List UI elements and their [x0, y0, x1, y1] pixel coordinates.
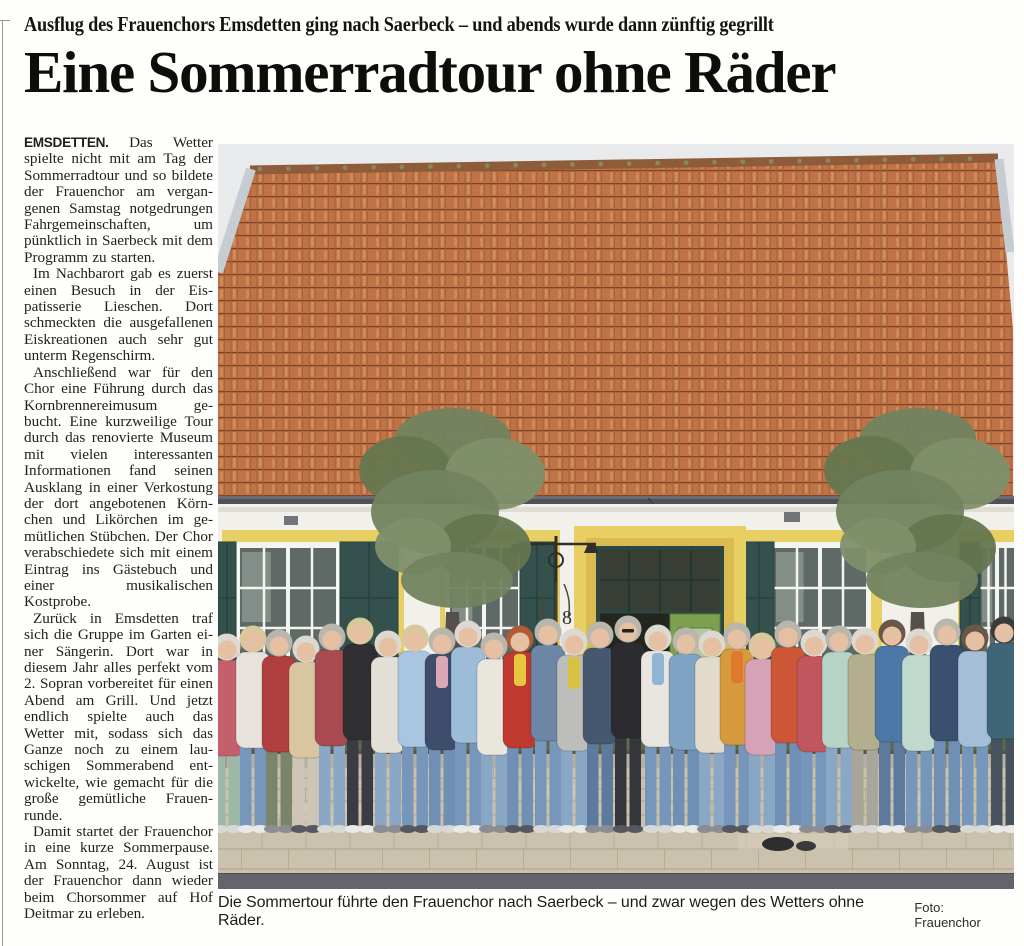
- article-paragraph: EMSDETTEN. Das Wetter spielte nicht mit am Tag der Sommerradtour und so bildete der Frauenchor am vergangenen Samstag notgedrungen Fahrgemeinschaften, um pünktlich in Saerbeck mit dem Programm zu starten.: [24, 134, 213, 266]
- article-paragraph: Anschließend war für den Chor eine Führung durch das Kornbrennereimusum gebucht. Eine kurzweilige Tour durch das renovierte Museum mit vielen interessanten Informationen fand seinen Ausklang in einer Verkostung der dort angebotenen Körnchen und Likörchen im gemütlichen Stübchen. Der Chor verabschiedete sich mit einem Eintrag ins Gästebuch und einer musikalischen Kostprobe.: [24, 363, 213, 611]
- photo-figure: [218, 144, 1014, 930]
- photo-caption: Die Sommertour führte den Frauenchor nach Saerbeck – und zwar wegen des Wetters ohne Räder.: [218, 894, 864, 929]
- group-photo-image: [218, 144, 1014, 889]
- column-rule: [2, 20, 3, 946]
- article-paragraph: Zurück in Emsdetten traf sich die Gruppe im Garten einer Sängerin. Dort war in diesem Jahr alles perfekt vom 2. Sopran vorbereitet für einen Abend am Grill. Und jetzt endlich spielte auch das Wetter mit, sodass sich das Ganze noch zu einem lauschigen Sommerabend entwickelte, wie gemacht für die große gemütliche Frauenrunde.: [24, 609, 213, 824]
- article-body: [24, 135, 213, 923]
- photo-credit: Foto: Frauenchor: [914, 900, 981, 930]
- article-layout: [24, 133, 1024, 946]
- svg-text:8: 8: [562, 607, 572, 629]
- article-header: [24, 12, 1016, 106]
- location-lead: EMSDETTEN.: [24, 135, 109, 150]
- article-paragraph: Damit startet der Frauenchor in eine kurze Sommerpause. Am Sonntag, 24. August ist der Frauenchor dann wieder beim Chorsommer auf Hof Deitmar zu erleben.: [24, 823, 213, 923]
- headline: Eine Sommerradtour ohne Räder: [24, 39, 836, 106]
- photo-caption-row: [218, 894, 1014, 930]
- article-paragraph: Im Nachbarort gab es zuerst einen Besuch in der Eispatisserie Lieschen. Dort schmeckten die ausgefallenen Eiskreationen auch sehr gut unterm Regenschirm.: [24, 265, 213, 365]
- kicker: Ausflug des Frauenchors Emsdetten ging nach Saerbeck – und abends wurde dann zünftig gegrillt: [24, 12, 774, 36]
